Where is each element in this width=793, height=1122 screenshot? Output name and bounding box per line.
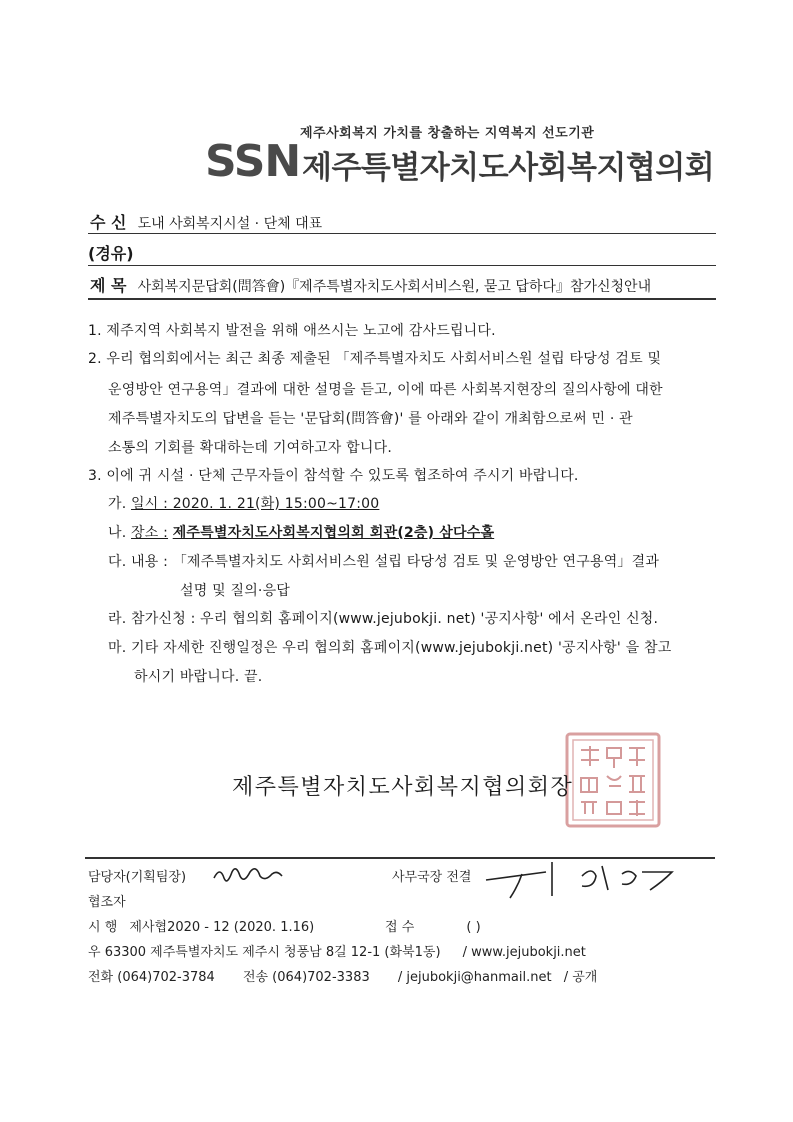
fax: 전송 (064)702-3383 bbox=[242, 970, 370, 985]
paragraph-2-line-1: 2. 우리 협의회에서는 최근 최종 제출된 「제주특별자치도 사회서비스원 설립 타당성 검토 및 bbox=[88, 351, 662, 367]
staff-label: 담당자(기획팀장) bbox=[88, 870, 187, 885]
phone: 전화 (064)702-3784 bbox=[88, 970, 215, 985]
item-na bbox=[108, 522, 494, 542]
subject-label: 제 목 bbox=[90, 276, 127, 295]
item-na-label: 장소 : bbox=[131, 525, 169, 541]
recipient-row bbox=[90, 210, 322, 233]
item-ra: 라. 참가신청 : 우리 협의회 홈페이지(www.jejubokji. net) '공지사항' 에서 온라인 신청. bbox=[108, 611, 659, 627]
item-na-location: 제주특별자치도사회복지협의회 회관(2층) 삼다수홀 bbox=[172, 525, 495, 541]
item-da-line-2: 설명 및 질의·응답 bbox=[180, 583, 291, 599]
enforcement-value: 제사협2020 - 12 (2020. 1.16) bbox=[129, 920, 315, 935]
address-row bbox=[88, 941, 586, 960]
via-label: (경유) bbox=[88, 244, 134, 263]
item-ma-line-2: 하시기 바랍니다. 끝. bbox=[134, 669, 263, 685]
secretary-signature bbox=[482, 856, 687, 900]
item-da-line-1: 다. 내용 : 「제주특별자치도 사회서비스원 설립 타당성 검토 및 운영방안 연구용역」결과 bbox=[108, 554, 660, 570]
recipient-divider bbox=[88, 233, 716, 234]
staff-signature bbox=[210, 862, 300, 886]
receipt-label: 접 수 bbox=[385, 920, 415, 935]
org-tagline: 제주사회복지 가치를 창출하는 지역복지 선도기관 bbox=[300, 126, 595, 141]
recipient-label: 수 신 bbox=[90, 213, 127, 232]
subject-row bbox=[90, 273, 651, 296]
subject-divider bbox=[88, 298, 716, 300]
secretary-label: 사무국장 전결 bbox=[392, 870, 472, 885]
paragraph-3: 3. 이에 귀 시설 · 단체 근무자들이 참석할 수 있도록 협조하여 주시기 바랍니다. bbox=[88, 468, 579, 484]
recipient-value: 도내 사회복지시설 · 단체 대표 bbox=[137, 216, 323, 232]
item-ga bbox=[108, 493, 379, 513]
paragraph-2-line-2: 운영방안 연구용역」결과에 대한 설명을 듣고, 이에 따른 사회복지현장의 질의사항에 대한 bbox=[108, 382, 663, 398]
website: / www.jejubokji.net bbox=[462, 945, 586, 960]
item-na-prefix: 나. bbox=[108, 525, 127, 541]
enforcement-row bbox=[88, 916, 314, 935]
subject-value: 사회복지문답회(問答會)『제주특별자치도사회서비스원, 묻고 답하다』참가신청안내 bbox=[137, 279, 652, 295]
official-seal bbox=[563, 730, 663, 830]
disclosure: / 공개 bbox=[563, 970, 598, 985]
ssn-logo: SSN bbox=[205, 136, 301, 187]
email: / jejubokji@hanmail.net bbox=[397, 970, 552, 985]
address: 우 63300 제주특별자치도 제주시 청풍남 8길 12-1 (화북1동) bbox=[88, 945, 441, 960]
org-name: 제주특별자치도사회복지협의회 bbox=[302, 150, 715, 186]
item-ga-datetime: 일시 : 2020. 1. 21(화) 15:00~17:00 bbox=[131, 496, 380, 512]
item-ma-line-1: 마. 기타 자세한 진행일정은 우리 협의회 홈페이지(www.jejubokji.net) '공지사항' 을 참고 bbox=[108, 640, 672, 656]
receipt-value: ( ) bbox=[466, 920, 481, 935]
paragraph-2-line-3: 제주특별자치도의 답변을 듣는 '문답회(問答會)' 를 아래와 같이 개최함으로써 민 · 관 bbox=[108, 411, 633, 427]
contact-row bbox=[88, 966, 597, 985]
item-ga-prefix: 가. bbox=[108, 496, 127, 512]
paragraph-2-line-4: 소통의 기회를 확대하는데 기여하고자 합니다. bbox=[108, 440, 393, 456]
receipt-row bbox=[385, 916, 481, 935]
paragraph-1: 1. 제주지역 사회복지 발전을 위해 애쓰시는 노고에 감사드립니다. bbox=[88, 323, 496, 339]
cooperator-label: 협조자 bbox=[88, 895, 126, 910]
enforcement-label: 시 행 bbox=[88, 920, 118, 935]
closing-signature: 제주특별자치도사회복지협의회장 bbox=[232, 775, 574, 800]
via-divider bbox=[88, 265, 716, 266]
